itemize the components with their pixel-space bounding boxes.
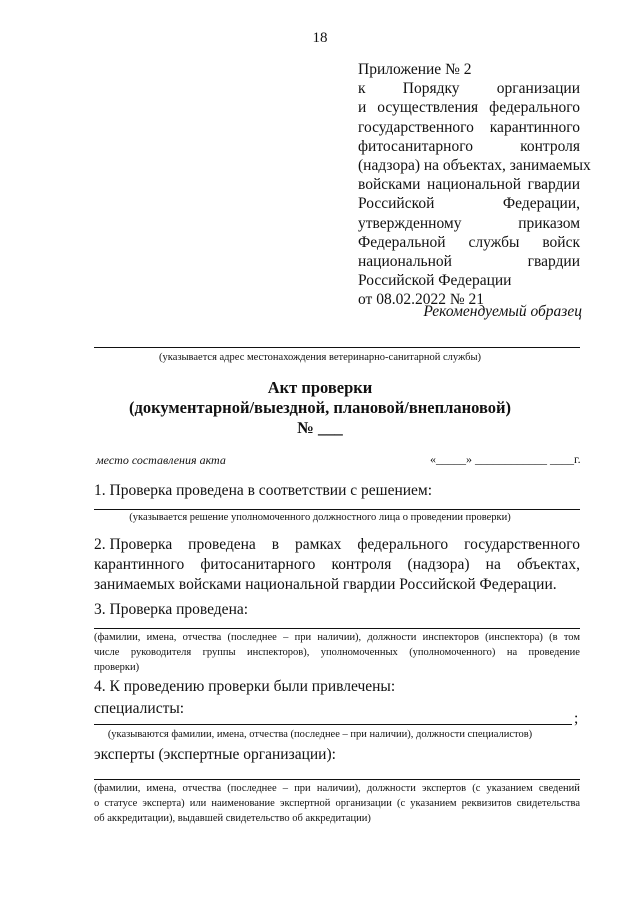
appendix-line bbox=[358, 79, 580, 98]
word: должности bbox=[366, 783, 416, 794]
word: карантинного bbox=[94, 556, 185, 573]
appendix-line bbox=[358, 156, 591, 175]
appendix-line bbox=[358, 194, 580, 213]
address-line bbox=[94, 347, 580, 348]
word: экспертной bbox=[279, 798, 331, 809]
appendix-line bbox=[358, 271, 580, 290]
word: 2. Проверка bbox=[94, 536, 173, 553]
word: наличии), bbox=[317, 632, 362, 643]
item-1-caption: (указывается решение уполномоченного должностного лица о проведении проверки) bbox=[129, 512, 511, 523]
word: наличии), bbox=[316, 783, 361, 794]
word: руководителя bbox=[130, 647, 192, 658]
appendix-line bbox=[358, 175, 580, 194]
word: национальной bbox=[358, 253, 452, 271]
item-3-caption bbox=[94, 630, 580, 675]
word: (фамилии, bbox=[94, 632, 141, 643]
word: (последнее bbox=[227, 783, 277, 794]
word: отчества bbox=[182, 632, 222, 643]
word: войск bbox=[542, 233, 580, 251]
word: наименование bbox=[211, 798, 275, 809]
item-2 bbox=[94, 535, 580, 595]
item-3-caption-line bbox=[94, 660, 580, 675]
experts-caption-line bbox=[94, 796, 580, 811]
word: (уполномоченного) bbox=[409, 647, 496, 658]
word: Федеральной bbox=[358, 233, 446, 251]
act-title bbox=[0, 378, 640, 438]
appendix-line bbox=[358, 214, 580, 233]
word: (надзора) на объектах, занимаемых bbox=[358, 157, 591, 175]
word: к bbox=[358, 80, 366, 98]
experts-caption-line bbox=[94, 811, 580, 826]
recommended-sample-label: Рекомендуемый образец bbox=[423, 303, 582, 320]
page-number: 18 bbox=[312, 30, 328, 46]
word: фитосанитарного bbox=[358, 137, 473, 155]
word: (в bbox=[549, 632, 558, 643]
item-3-caption-line bbox=[94, 645, 580, 660]
word: войсками bbox=[358, 176, 421, 194]
word: карантинного bbox=[489, 118, 580, 136]
word: в bbox=[271, 536, 280, 553]
word: инспекторов bbox=[422, 632, 479, 643]
word: проверки) bbox=[94, 662, 140, 673]
place-label: место составления акта bbox=[96, 453, 226, 467]
word: свидетельства bbox=[516, 798, 580, 809]
word: о bbox=[94, 798, 100, 809]
word: на bbox=[485, 556, 501, 573]
word: сведений bbox=[538, 783, 580, 794]
act-title-line2: (документарной/выездной, плановой/внеплановой) bbox=[128, 398, 511, 417]
appendix-line bbox=[358, 137, 580, 156]
word: фитосанитарного bbox=[200, 556, 316, 573]
appendix-line bbox=[358, 252, 580, 271]
experts-label: эксперты (экспертные организации): bbox=[94, 746, 336, 763]
experts-caption-line bbox=[94, 781, 580, 796]
word: проведение bbox=[528, 647, 580, 658]
word: об аккредитации), выдавшей свидетельство об аккредитации) bbox=[94, 813, 371, 824]
word: федерального bbox=[357, 536, 449, 553]
word: уполномоченных bbox=[320, 647, 398, 658]
word: утвержденному bbox=[358, 214, 462, 232]
word: должности bbox=[367, 632, 417, 643]
word: и bbox=[358, 99, 367, 117]
word: том bbox=[563, 632, 580, 643]
word: (инспектора) bbox=[485, 632, 543, 643]
specialists-end: ; bbox=[574, 710, 579, 727]
experts-caption bbox=[94, 781, 580, 826]
word: указанием bbox=[410, 798, 457, 809]
word: государственного bbox=[358, 118, 474, 136]
word: (с bbox=[397, 798, 406, 809]
word: занимаемых войсками национальной гвардии Российской Федерации. bbox=[94, 576, 557, 593]
item-2-line bbox=[94, 555, 580, 575]
item-3-line bbox=[94, 628, 580, 629]
word: Приложение № 2 bbox=[358, 61, 472, 78]
appendix-line bbox=[358, 60, 580, 79]
word: организации bbox=[335, 798, 392, 809]
word: реквизитов bbox=[461, 798, 512, 809]
appendix-block bbox=[358, 60, 591, 310]
item-4-text: 4. К проведению проверки были привлечены: bbox=[94, 678, 396, 695]
word: инспекторов), bbox=[246, 647, 310, 658]
word: или bbox=[189, 798, 207, 809]
word: контроля bbox=[331, 556, 392, 573]
word: осуществления bbox=[377, 99, 479, 117]
word: (надзора) bbox=[407, 556, 470, 573]
specialists-caption: (указываются фамилии, имена, отчества (последнее – при наличии), должности специалистов) bbox=[107, 729, 533, 740]
appendix-line bbox=[358, 98, 580, 117]
item-3-caption-line bbox=[94, 630, 580, 645]
word: приказом bbox=[518, 214, 580, 232]
word: объектах, bbox=[517, 556, 580, 573]
item-3-text: 3. Проверка проведена: bbox=[94, 601, 249, 618]
item-2-line bbox=[94, 535, 580, 555]
word: группы bbox=[202, 647, 236, 658]
word: при bbox=[294, 783, 311, 794]
act-title-line1: Акт проверки bbox=[267, 378, 373, 397]
word: статусе bbox=[104, 798, 138, 809]
item-2-line bbox=[94, 575, 580, 595]
word: организации bbox=[496, 80, 580, 98]
word: – bbox=[283, 632, 289, 643]
word: (последнее bbox=[227, 632, 277, 643]
word: государственного bbox=[464, 536, 580, 553]
experts-line bbox=[94, 779, 580, 780]
word: на bbox=[506, 647, 518, 658]
item-1-text: 1. Проверка проведена в соответствии с решением: bbox=[94, 482, 433, 499]
specialists-line bbox=[94, 724, 572, 725]
address-caption: (указывается адрес местонахождения ветеринарно-санитарной службы) bbox=[159, 352, 481, 363]
appendix-line bbox=[358, 233, 580, 252]
word: числе bbox=[94, 647, 120, 658]
word: имена, bbox=[146, 632, 177, 643]
word: службы bbox=[468, 233, 520, 251]
word: национальной bbox=[427, 176, 521, 194]
word: отчества bbox=[182, 783, 222, 794]
word: федерального bbox=[489, 99, 580, 117]
appendix-line bbox=[358, 118, 580, 137]
word: Российской Федерации bbox=[358, 272, 512, 290]
word: проведена bbox=[188, 536, 256, 553]
word: – bbox=[282, 783, 289, 794]
word: рамках bbox=[295, 536, 342, 553]
act-number: № ___ bbox=[297, 418, 343, 437]
word: эксперта) bbox=[142, 798, 185, 809]
word: от 08.02.2022 № 21 bbox=[358, 291, 484, 309]
date-template: «_____» ____________ ____г. bbox=[430, 452, 581, 466]
specialists-label: специалисты: bbox=[94, 700, 185, 717]
word: Федерации, bbox=[502, 195, 580, 213]
word: экспертов bbox=[421, 783, 467, 794]
word: (с bbox=[472, 783, 481, 794]
word: контроля bbox=[520, 137, 580, 155]
word: указанием bbox=[486, 783, 533, 794]
word: гвардии bbox=[527, 253, 580, 271]
word: (фамилии, bbox=[94, 783, 141, 794]
word: гвардии bbox=[527, 176, 580, 194]
word: имена, bbox=[146, 783, 177, 794]
word: Российской bbox=[358, 195, 435, 213]
word: при bbox=[294, 632, 312, 643]
word: Порядку bbox=[402, 80, 460, 98]
